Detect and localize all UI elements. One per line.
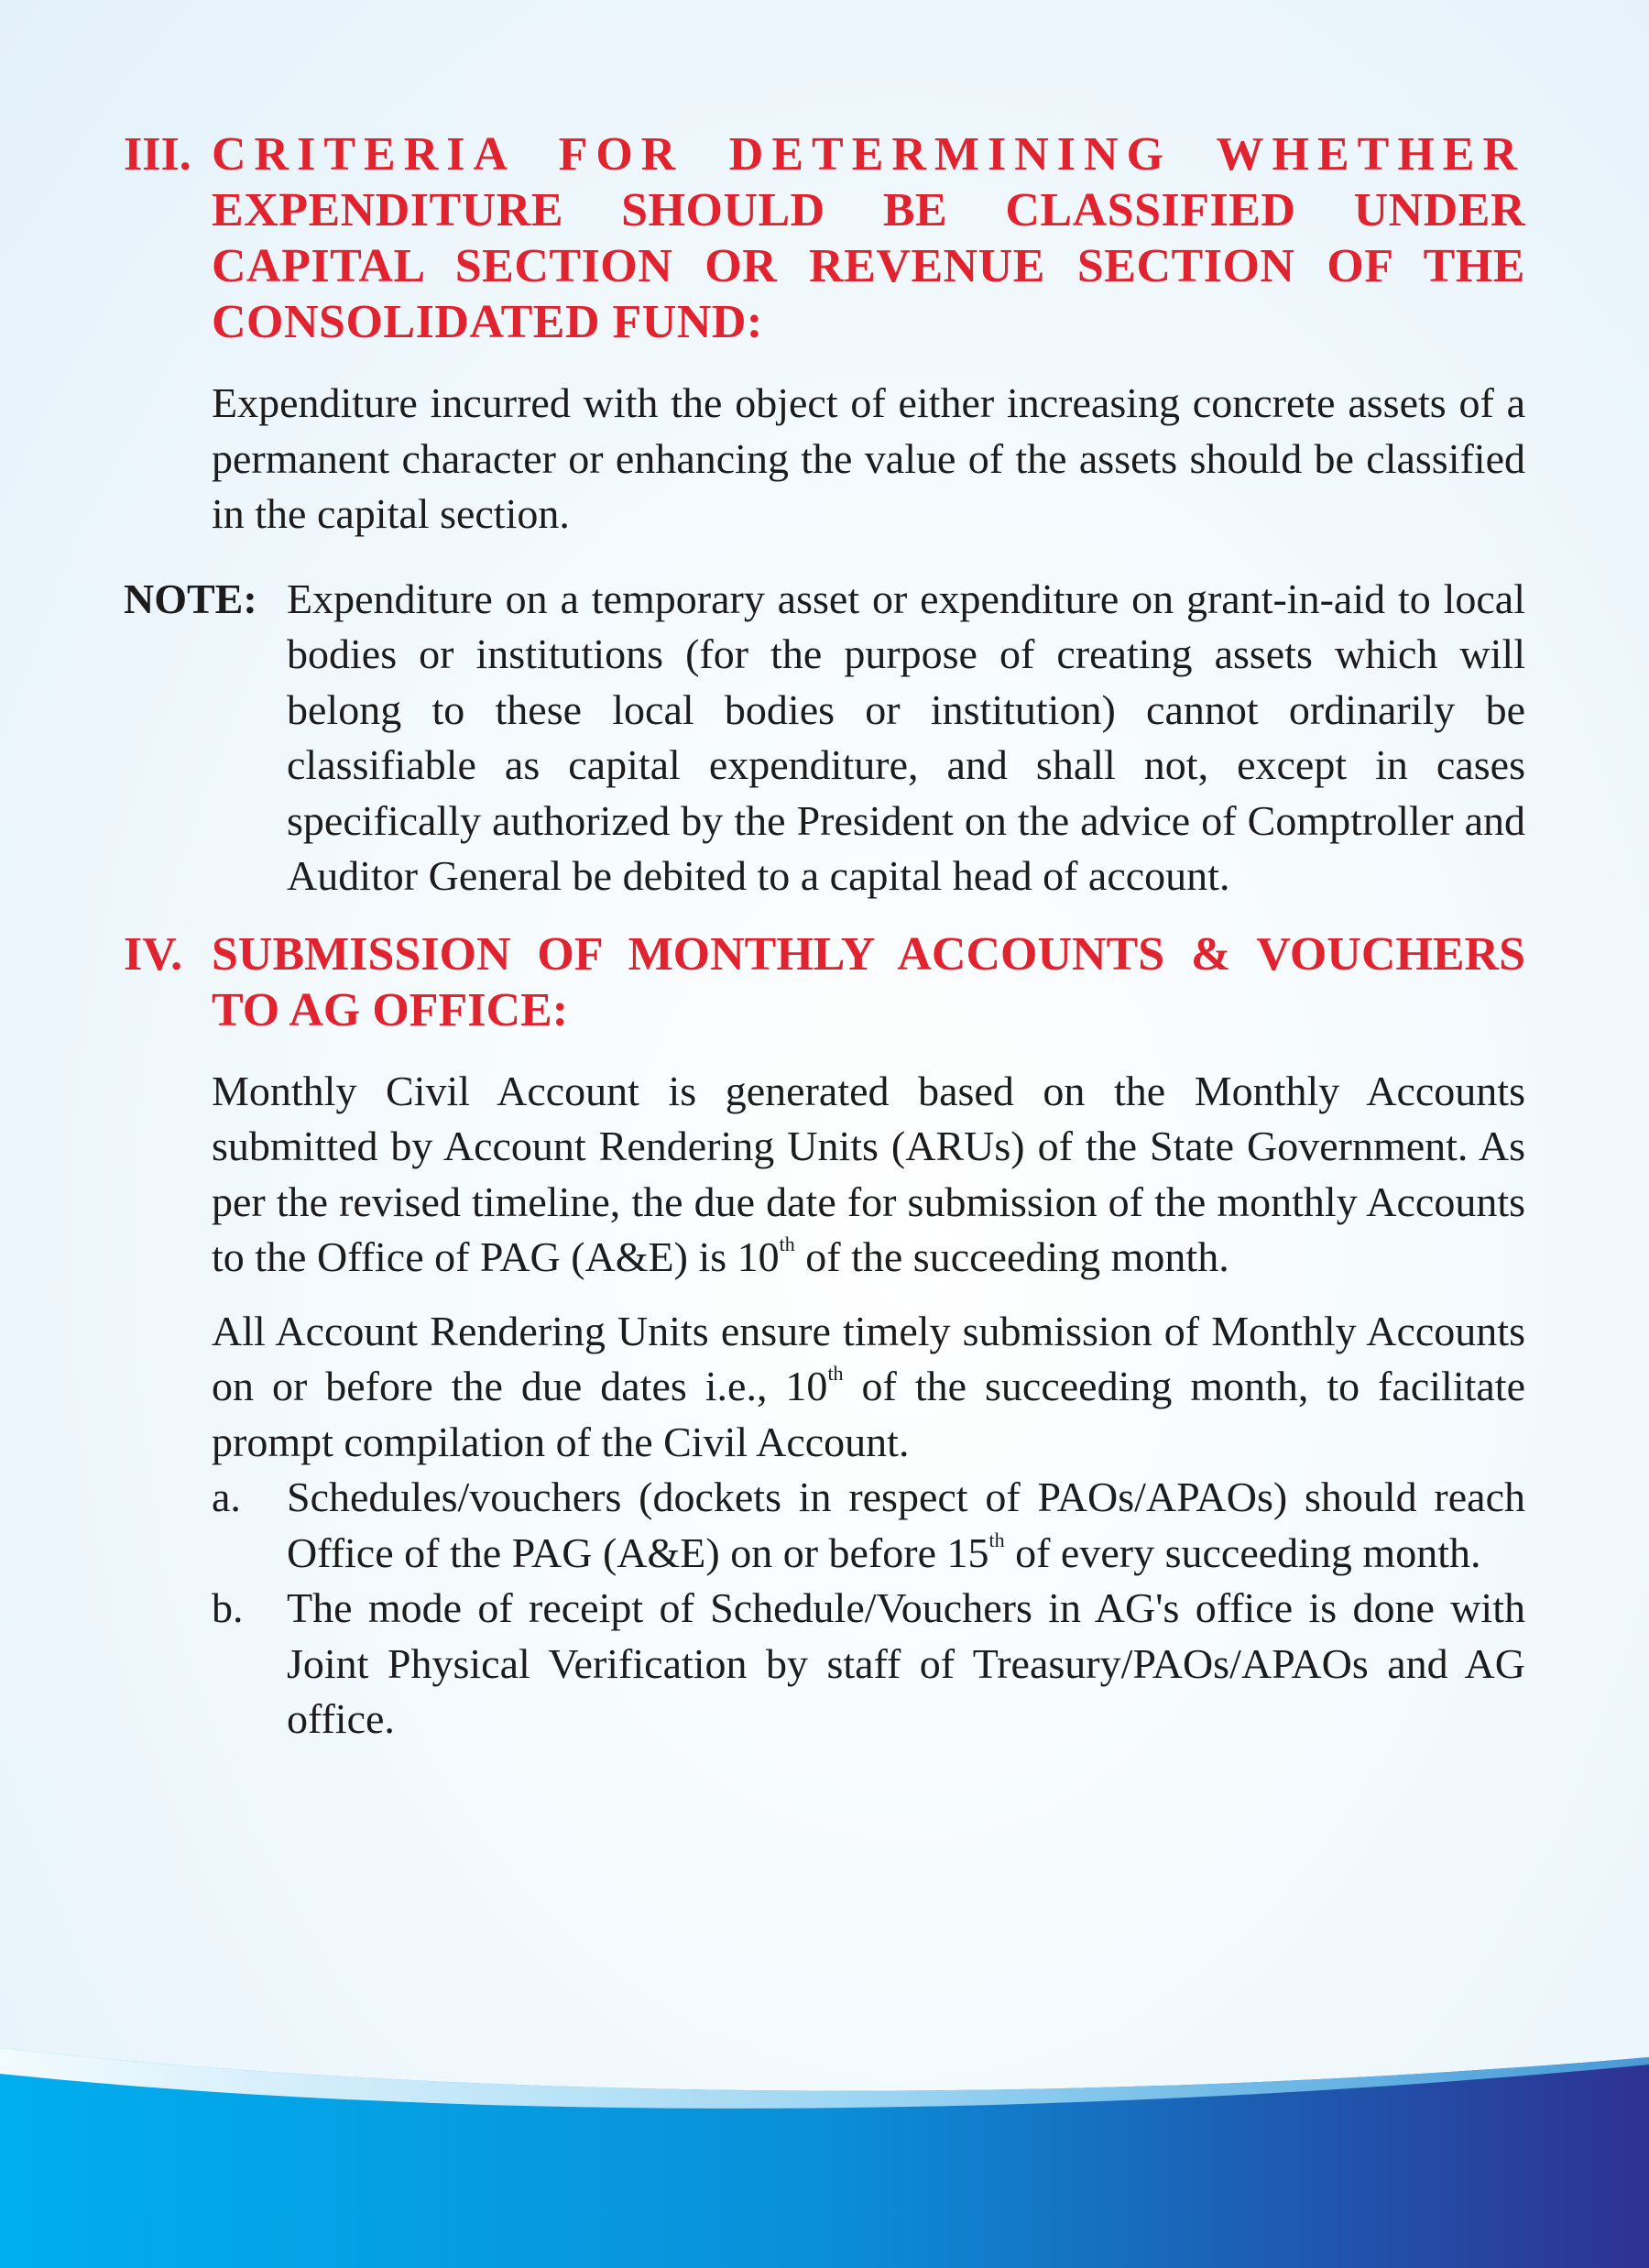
- list-marker-a: a.: [212, 1474, 241, 1520]
- section-3-number: III.: [124, 128, 191, 181]
- list-marker-b: b.: [212, 1584, 244, 1631]
- section-3-title-rest: EXPENDITURE SHOULD BE CLASSIFIED UNDER CAPITAL SECTION OR REVENUE SECTION OF THE CONSOLIDATED FUND:: [212, 184, 1525, 348]
- list-item-b-text: The mode of receipt of Schedule/Vouchers in AG's office is done with Joint Physical Verification by staff of Treasury/PAOs/APAOs and AG office.: [287, 1584, 1525, 1742]
- section-4-paragraph-2: [212, 1304, 1525, 1471]
- para2-text-end: of the succeeding month, to facilitate prompt compilation of the Civil Account.: [212, 1363, 1525, 1465]
- list-item-a-ordinal: th: [988, 1528, 1005, 1551]
- note-block: [124, 572, 1525, 904]
- footer-wave-decoration: [0, 2030, 1649, 2268]
- section-3-paragraph: Expenditure incurred with the object of either increasing concrete assets of a permanent character or enhancing the value of the assets should be classified in the capital section.: [212, 379, 1525, 537]
- para1-text: Monthly Civil Account is generated based on the Monthly Accounts submitted by Account Rendering Units (ARUs) of the State Government. As per the revised timeline, the due date for submission of the monthly Accounts to the Office of PAG (A&E) is 10: [212, 1067, 1525, 1280]
- section-4-number: IV.: [124, 927, 183, 981]
- section-3-heading: [124, 126, 1525, 350]
- para1-text-end: of the succeeding month.: [794, 1233, 1229, 1280]
- para1-ordinal: th: [779, 1233, 795, 1255]
- section-4-list: [212, 1470, 1525, 1748]
- note-text: Expenditure on a temporary asset or expenditure on grant-in-aid to local bodies or institutions (for the purpose of creating assets which will belong to these local bodies or institution) cannot ordinarily be classifiable as capital expenditure, and shall not, except in cases specifically authorized by the President on the advice of Comptroller and Auditor General be debited to a capital head of account.: [287, 575, 1525, 899]
- note-label: NOTE:: [124, 575, 257, 622]
- section-4-heading: [124, 926, 1525, 1038]
- list-item-a-text: [287, 1470, 1525, 1581]
- para2-ordinal: th: [827, 1362, 844, 1385]
- section-4-title: SUBMISSION OF MONTHLY ACCOUNTS & VOUCHERS TO AG OFFICE:: [212, 927, 1525, 1036]
- section-3-title-line1: CRITERIA FOR DETERMINING WHETHER: [212, 128, 1525, 181]
- section-3-title: [212, 126, 1525, 350]
- list-item-a-text-start: Schedules/vouchers (dockets in respect of PAOs/APAOs) should reach Office of the PAG (A&E) on or before 15: [287, 1474, 1525, 1576]
- section-4-paragraph-1: [212, 1064, 1525, 1286]
- list-item-a: [212, 1470, 1525, 1581]
- document-content: [124, 126, 1525, 1748]
- list-item-a-text-end: of every succeeding month.: [1004, 1528, 1481, 1576]
- list-item-b: [212, 1581, 1525, 1748]
- para2-text: All Account Rendering Units ensure timely submission of Monthly Accounts on or before the due dates i.e., 10: [212, 1307, 1525, 1409]
